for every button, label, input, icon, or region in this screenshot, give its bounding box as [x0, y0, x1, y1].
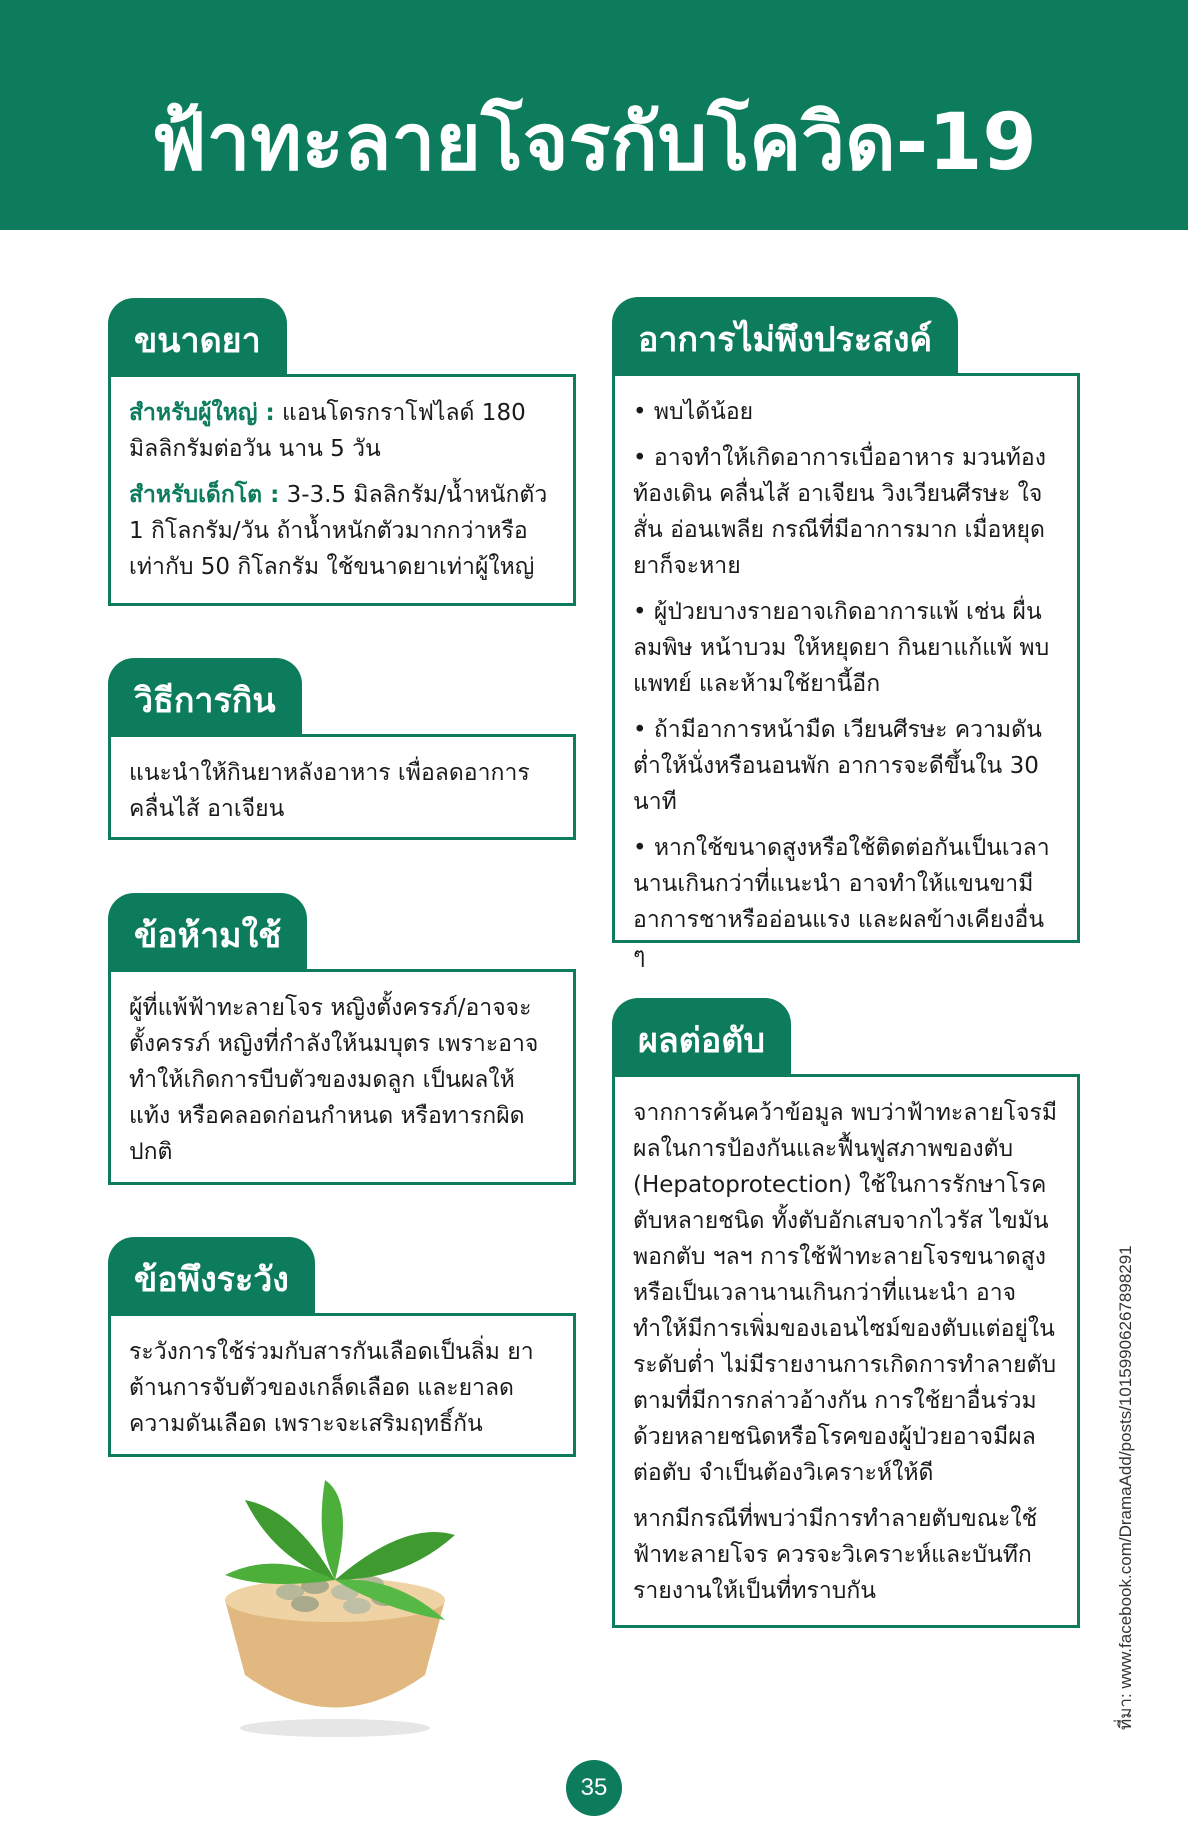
leaf [335, 1532, 455, 1580]
contraindications-card [108, 893, 576, 1185]
side-effect-item: • พบได้น้อย [633, 399, 754, 425]
dosage-heading: ขนาดยา [108, 298, 287, 378]
page-number: 35 [566, 1760, 622, 1816]
liver-paragraph: หากมีกรณีที่พบว่ามีการทำลายตับขณะใช้ฟ้าทะลายโจร ควรจะวิเคราะห์และบันทึกรายงานให้เป็นที่ทราบกัน [633, 1506, 1038, 1604]
liver-card [612, 998, 1080, 1630]
liver-heading: ผลต่อตับ [612, 998, 791, 1078]
precautions-text: ระวังการใช้ร่วมกับสารกันเลือดเป็นลิ่ม ยาต้านการจับตัวของเกล็ดเลือด และยาลดความดันเลือด เพราะจะเสริมฤทธิ์กัน [129, 1339, 534, 1437]
usage-heading: วิธีการกิน [108, 658, 302, 738]
liver-box [612, 1074, 1080, 1628]
capsule [343, 1598, 371, 1614]
side-effects-card [612, 297, 1080, 969]
precautions-card [108, 1237, 576, 1459]
side-effects-heading: อาการไม่พึงประสงค์ [612, 297, 958, 377]
contraindications-text: ผู้ที่แพ้ฟ้าทะลายโจร หญิงตั้งครรภ์/อาจจะตั้งครรภ์ หญิงที่กำลังให้นมบุตร เพราะอาจทำให้เกิดการบีบตัวของมดลูก เป็นผลให้แท้ง หรือคลอดก่อนกำหนด หรือทารกผิดปกติ [129, 995, 539, 1165]
usage-text: แนะนำให้กินยาหลังอาหาร เพื่อลดอาการคลื่นไส้ อาเจียน [129, 760, 530, 822]
dosage-adult [129, 395, 555, 467]
side-effect-item: • อาจทำให้เกิดอาการเบื่ออาหาร มวนท้อง ท้องเดิน คลื่นไส้ อาเจียน วิงเวียนศีรษะ ใจสั่น อ่อนเพลีย กรณีที่มีอาการมาก เมื่อหยุดยาก็จะหาย [633, 445, 1046, 579]
source-note: ที่มา: www.facebook.com/DramaAdd/posts/10159906267898291 [1116, 1245, 1135, 1730]
child-label: สำหรับเด็กโต : [129, 482, 280, 508]
adult-label: สำหรับผู้ใหญ่ : [129, 400, 275, 426]
usage-box [108, 734, 576, 840]
precautions-box [108, 1313, 576, 1457]
dosage-card [108, 298, 576, 608]
side-effect-item: • หากใช้ขนาดสูงหรือใช้ติดต่อกันเป็นเวลานานเกินกว่าที่แนะนำ อาจทำให้แขนขามีอาการชาหรืออ่อนแรง และผลข้างเคียงอื่น ๆ [633, 835, 1050, 969]
liver-paragraph: จากการค้นคว้าข้อมูล พบว่าฟ้าทะลายโจรมีผลในการป้องกันและฟื้นฟูสภาพของตับ (Hepatoprotection) ใช้ในการรักษาโรคตับหลายชนิด ทั้งตับอักเสบจากไวรัส ไขมันพอกตับ ฯลฯ การใช้ฟ้าทะลายโจรขนาดสูงหรือเป็นเวลานานเกินกว่าที่แนะนำ อาจทำให้มีการเพิ่มของเอนไซม์ของตับแต่อยู่ในระดับต่ำ ไม่มีรายงานการเกิดการทำลายตับตามที่มีการกล่าวอ้างกัน การใช้ยาอื่นร่วมด้วยหลายชนิดหรือโรคของผู้ป่วยอาจมีผลต่อตับ จำเป็นต้องวิเคราะห์ให้ดี [633, 1100, 1058, 1486]
dosage-box [108, 374, 576, 606]
contraindications-heading: ข้อห้ามใช้ [108, 893, 307, 973]
dosage-child [129, 477, 555, 585]
herb-capsule-bowl-icon [185, 1480, 485, 1740]
precautions-heading: ข้อพึงระวัง [108, 1237, 315, 1317]
side-effect-item: • ผู้ป่วยบางรายอาจเกิดอาการแพ้ เช่น ผื่นลมพิษ หน้าบวม ให้หยุดยา กินยาแก้แพ้ พบแพทย์ และห้ามใช้ยานี้อีก [633, 599, 1050, 697]
side-effects-box [612, 373, 1080, 969]
contraindications-box [108, 969, 576, 1185]
side-effect-item: • ถ้ามีอาการหน้ามืด เวียนศีรษะ ความดันต่ำให้นั่งหรือนอนพัก อาการจะดีขึ้นใน 30 นาที [633, 717, 1042, 815]
child-text: 3-3.5 มิลลิกรัม/น้ำหนักตัว 1 กิโลกรัม/วัน ถ้าน้ำหนักตัวมากกว่าหรือเท่ากับ 50 กิโลกรัม ใช้ขนาดยาเท่าผู้ใหญ่ [129, 482, 548, 580]
bowl-shadow [240, 1719, 430, 1737]
capsule [291, 1596, 319, 1612]
title-banner [0, 0, 1188, 230]
adult-text: แอนโดรกราโฟไลด์ 180 มิลลิกรัมต่อวัน นาน 5 วัน [129, 400, 526, 462]
page-title: ฟ้าทะลายโจรกับโควิด-19 [151, 98, 1037, 188]
usage-card [108, 658, 576, 843]
